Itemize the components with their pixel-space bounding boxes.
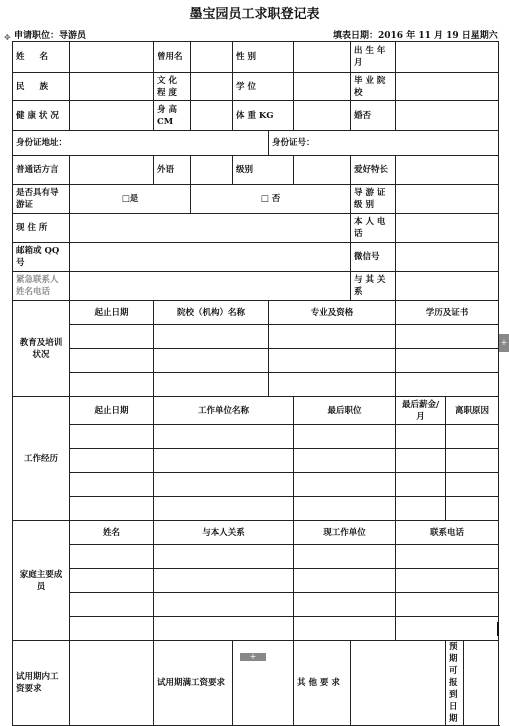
work-cell[interactable]	[396, 425, 446, 449]
row-language	[13, 156, 499, 185]
guide-cert-no[interactable]	[191, 185, 351, 214]
edu-cell[interactable]	[396, 373, 499, 397]
education-label: 文 化 程 度	[154, 73, 191, 101]
probation-salary-label: 试用期内工资要求	[13, 641, 70, 726]
edu-cell[interactable]	[269, 373, 396, 397]
ethnicity-label: 民 族	[13, 73, 70, 101]
phone-label: 本 人 电 话	[351, 214, 396, 243]
edu-cell[interactable]	[396, 349, 499, 373]
work-cell[interactable]	[154, 473, 294, 497]
family-header-row	[13, 521, 499, 545]
row-health	[13, 101, 499, 131]
edu-cell[interactable]	[154, 373, 269, 397]
expand-right-icon[interactable]: +	[499, 334, 509, 352]
family-cell[interactable]	[154, 545, 294, 569]
guide-cert-yes[interactable]	[70, 185, 191, 214]
level-label: 级别	[233, 156, 294, 185]
work-cell[interactable]	[446, 497, 499, 521]
work-cell[interactable]	[154, 425, 294, 449]
family-cell[interactable]	[294, 593, 396, 617]
work-col-salary: 最后薪金/月	[396, 397, 446, 425]
family-col-phone: 联系电话	[396, 521, 499, 545]
edu-row	[13, 325, 499, 349]
relation-field[interactable]	[396, 272, 499, 301]
family-cell[interactable]	[154, 569, 294, 593]
relation-label: 与 其 关 系	[351, 272, 396, 301]
emergency-contact-label: 紧急联系人 姓名电话	[13, 272, 70, 301]
alias-label: 曾用名	[154, 42, 191, 73]
work-cell[interactable]	[446, 473, 499, 497]
name-label: 姓 名	[13, 42, 70, 73]
row-name	[13, 42, 499, 73]
id-address-field[interactable]	[13, 131, 269, 156]
work-row	[13, 497, 499, 521]
add-row-icon[interactable]: +	[240, 653, 266, 661]
text-cursor	[497, 622, 499, 636]
row-emergency	[13, 272, 499, 301]
hobby-field[interactable]	[396, 156, 499, 185]
work-cell[interactable]	[70, 497, 154, 521]
guide-level-field[interactable]	[396, 185, 499, 214]
family-row	[13, 545, 499, 569]
edu-cell[interactable]	[70, 349, 154, 373]
work-col-reason: 离职原因	[446, 397, 499, 425]
mandarin-field[interactable]	[70, 156, 154, 185]
id-number-field[interactable]	[269, 131, 499, 156]
work-cell[interactable]	[70, 473, 154, 497]
family-cell[interactable]	[70, 593, 154, 617]
work-cell[interactable]	[446, 449, 499, 473]
position-applied	[14, 28, 86, 41]
name-field[interactable]	[70, 42, 154, 73]
family-row	[13, 569, 499, 593]
id-number-label: 身份证号：	[272, 138, 315, 148]
edu-col-dates: 起止日期	[70, 301, 154, 325]
grad-school-field[interactable]	[396, 73, 499, 101]
birth-label: 出 生 年 月	[351, 42, 396, 73]
family-cell[interactable]	[70, 617, 154, 641]
family-cell[interactable]	[396, 569, 499, 593]
edu-cell[interactable]	[269, 325, 396, 349]
start-date-field[interactable]	[464, 641, 499, 726]
email-qq-label: 邮箱或 QQ 号	[13, 243, 70, 272]
edu-cell[interactable]	[269, 349, 396, 373]
work-cell[interactable]	[294, 473, 396, 497]
alias-field[interactable]	[191, 42, 233, 73]
family-cell[interactable]	[154, 617, 294, 641]
other-requirements-label: 其 他 要 求	[294, 641, 351, 726]
family-cell[interactable]	[70, 545, 154, 569]
edu-cell[interactable]	[70, 373, 154, 397]
move-handle-icon[interactable]: ✥	[4, 33, 11, 42]
work-section-label: 工作经历	[13, 397, 70, 521]
work-cell[interactable]	[154, 449, 294, 473]
registration-form-table	[12, 41, 499, 726]
id-address-label: 身份证地址：	[16, 138, 68, 148]
start-date-label: 预期可报到日期	[446, 641, 464, 726]
family-col-name: 姓名	[70, 521, 154, 545]
row-guide-cert	[13, 185, 499, 214]
edu-col-degree: 学历及证书	[396, 301, 499, 325]
family-cell[interactable]	[294, 569, 396, 593]
form-title: 墨宝园员工求职登记表	[189, 7, 320, 22]
work-col-dates: 起止日期	[70, 397, 154, 425]
school-field[interactable]	[294, 73, 351, 101]
family-row	[13, 617, 499, 641]
edu-header-row	[13, 301, 499, 325]
marital-field[interactable]	[396, 101, 499, 131]
education-field[interactable]	[191, 73, 233, 101]
residence-field[interactable]	[70, 214, 351, 243]
work-cell[interactable]	[396, 497, 446, 521]
work-cell[interactable]	[70, 449, 154, 473]
family-col-relation: 与本人关系	[154, 521, 294, 545]
emergency-contact-field[interactable]	[70, 272, 351, 301]
marital-label: 婚否	[351, 101, 396, 131]
work-cell[interactable]	[294, 425, 396, 449]
row-residence	[13, 214, 499, 243]
position-label: 申请职位：	[14, 31, 60, 41]
edu-cell[interactable]	[396, 325, 499, 349]
family-col-company: 现工作单位	[294, 521, 396, 545]
edu-col-school: 院校（机构）名称	[154, 301, 269, 325]
work-col-position: 最后职位	[294, 397, 396, 425]
row-id	[13, 131, 499, 156]
edu-col-major: 专业及资格	[269, 301, 396, 325]
family-cell[interactable]	[154, 593, 294, 617]
yes-checkbox[interactable]: □是	[121, 194, 139, 204]
residence-label: 现 住 所	[13, 214, 70, 243]
position-value[interactable]: 导游员	[59, 31, 87, 41]
phone-field[interactable]	[396, 214, 499, 243]
hobby-label: 爱好特长	[351, 156, 396, 185]
health-field[interactable]	[70, 101, 154, 131]
date-value[interactable]: 2016 年 11 月 19 日星期六	[378, 31, 498, 41]
fill-date	[333, 28, 498, 41]
row-email	[13, 243, 499, 272]
date-label: 填表日期：	[333, 31, 379, 41]
work-row	[13, 449, 499, 473]
edu-cell[interactable]	[154, 325, 269, 349]
height-field[interactable]	[191, 101, 233, 131]
edu-row	[13, 373, 499, 397]
email-qq-field[interactable]	[70, 243, 351, 272]
edu-row	[13, 349, 499, 373]
work-cell[interactable]	[154, 497, 294, 521]
guide-cert-label: 是否具有导游证	[13, 185, 70, 214]
school-label: 学 位	[233, 73, 294, 101]
health-label: 健 康 状 况	[13, 101, 70, 131]
no-checkbox[interactable]: □ 否	[260, 194, 281, 204]
family-row	[13, 593, 499, 617]
work-cell[interactable]	[294, 449, 396, 473]
family-cell[interactable]	[294, 617, 396, 641]
family-cell[interactable]	[396, 593, 499, 617]
weight-label: 体 重 KG	[233, 101, 294, 131]
work-row	[13, 473, 499, 497]
work-cell[interactable]	[446, 425, 499, 449]
level-field[interactable]	[294, 156, 351, 185]
birth-field[interactable]	[396, 42, 499, 73]
grad-school-label: 毕 业 院 校	[351, 73, 396, 101]
foreign-label: 外语	[154, 156, 191, 185]
family-cell[interactable]	[294, 545, 396, 569]
mandarin-label: 普通话方言	[13, 156, 70, 185]
ethnicity-field[interactable]	[70, 73, 154, 101]
work-cell[interactable]	[396, 449, 446, 473]
wechat-label: 微信号	[351, 243, 396, 272]
wechat-field[interactable]	[396, 243, 499, 272]
other-requirements-field[interactable]	[351, 641, 446, 726]
probation-salary-field[interactable]	[70, 641, 154, 726]
family-cell[interactable]	[396, 617, 499, 641]
family-section-label: 家庭主要成员	[13, 521, 70, 641]
work-cell[interactable]	[396, 473, 446, 497]
gender-field[interactable]	[294, 42, 351, 73]
row-ethnicity	[13, 73, 499, 101]
work-col-company: 工作单位名称	[154, 397, 294, 425]
guide-level-label: 导 游 证 级 别	[351, 185, 396, 214]
work-header-row	[13, 397, 499, 425]
gender-label: 性 别	[233, 42, 294, 73]
weight-field[interactable]	[294, 101, 351, 131]
height-label: 身 高 CM	[154, 101, 191, 131]
work-row	[13, 425, 499, 449]
work-cell[interactable]	[70, 425, 154, 449]
after-probation-salary-label: 试用期满工资要求	[154, 641, 233, 726]
foreign-field[interactable]	[191, 156, 233, 185]
family-cell[interactable]	[396, 545, 499, 569]
edu-cell[interactable]	[154, 349, 269, 373]
edu-cell[interactable]	[70, 325, 154, 349]
edu-section-label: 教育及培训状况	[13, 301, 70, 397]
work-cell[interactable]	[294, 497, 396, 521]
family-cell[interactable]	[70, 569, 154, 593]
